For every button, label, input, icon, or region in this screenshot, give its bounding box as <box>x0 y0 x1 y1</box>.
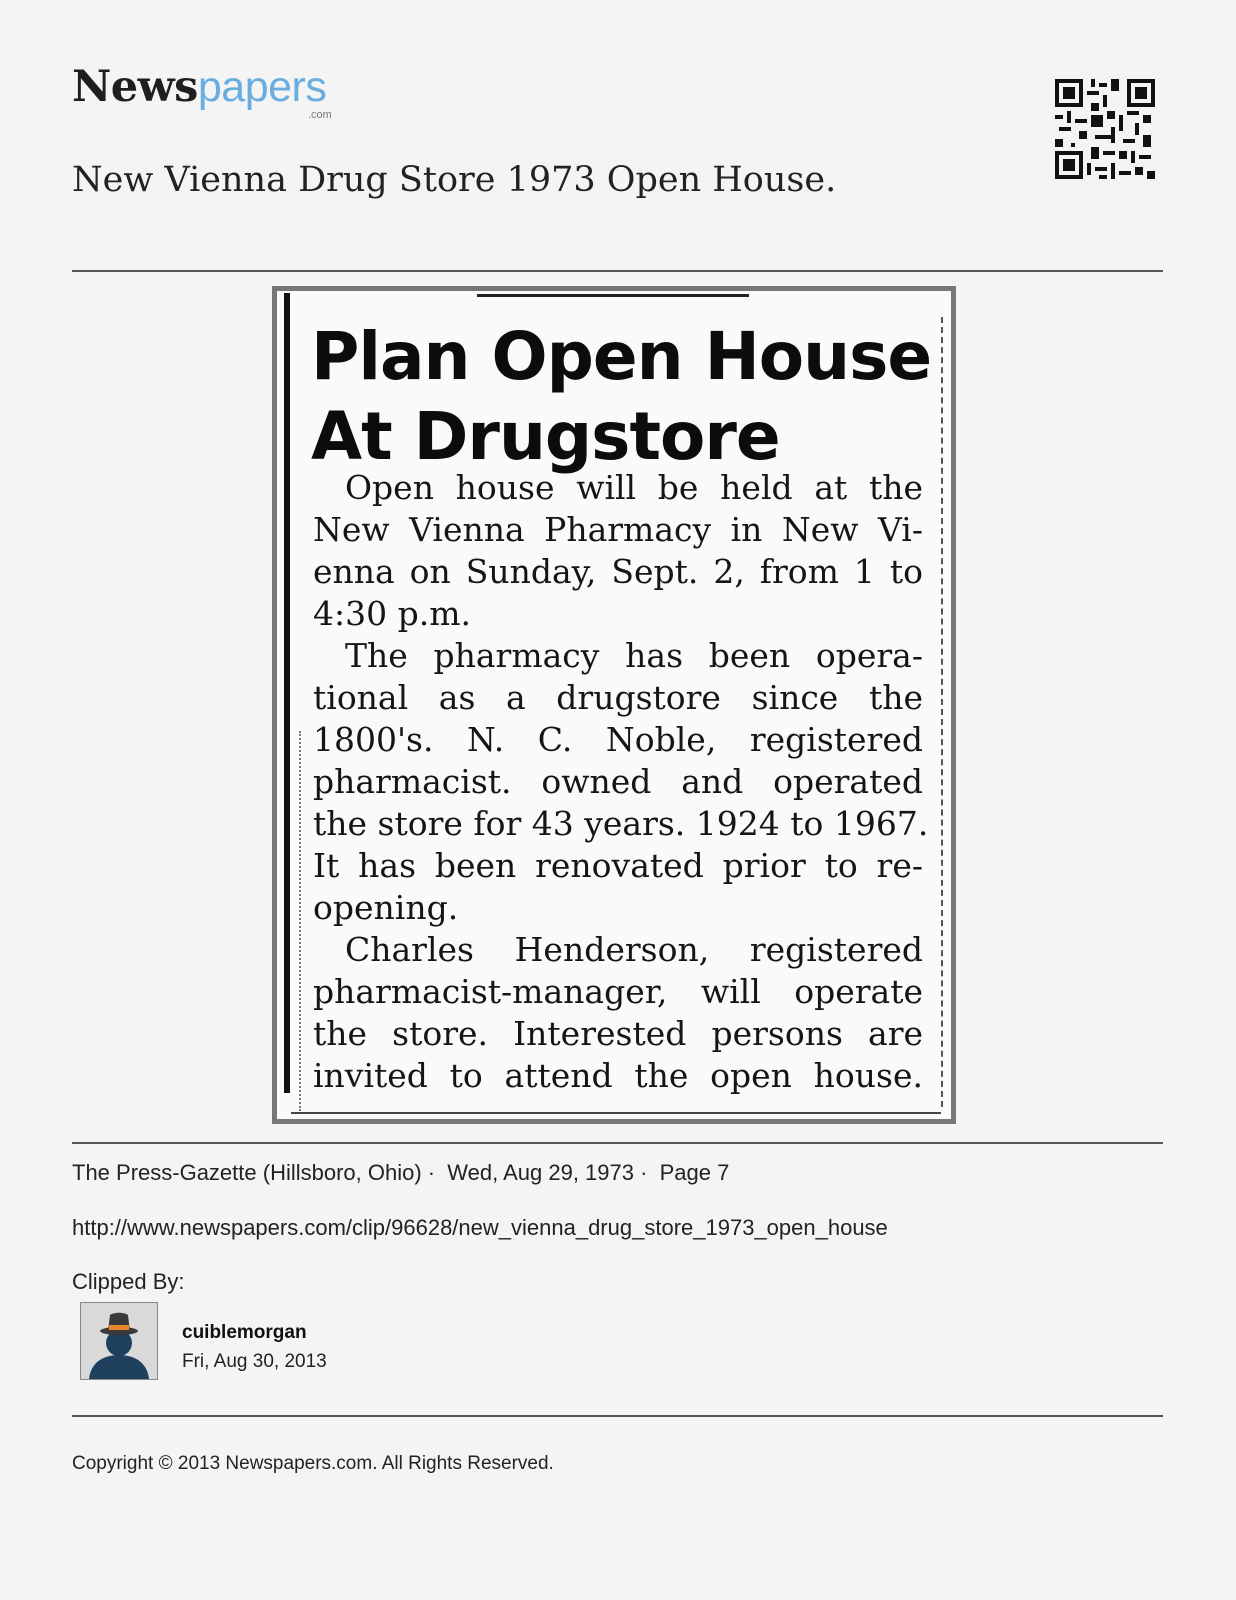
publication-date: Wed, Aug 29, 1973 <box>447 1160 634 1185</box>
newspaper-clipping[interactable] <box>272 286 956 1124</box>
body-line: The pharmacy has been opera- <box>345 636 923 675</box>
user-avatar-icon[interactable] <box>80 1302 158 1380</box>
body-line: It has been renovated prior to re- <box>313 846 923 885</box>
body-line: opening. <box>313 888 459 927</box>
page-title: New Vienna Drug Store 1973 Open House. <box>72 160 837 200</box>
headline-line: Plan Open House <box>311 318 932 395</box>
body-line: the store for 43 years. 1924 to 1967. <box>313 804 929 843</box>
clipping-bottom-rule <box>291 1112 941 1114</box>
top-divider <box>72 270 1163 272</box>
publication-name: The Press-Gazette (Hillsboro, Ohio) <box>72 1160 422 1185</box>
clipping-left-rule <box>284 293 290 1093</box>
body-line: 4:30 p.m. <box>313 594 471 633</box>
logo-com-text: .com <box>308 109 332 121</box>
middle-divider <box>72 1142 1163 1144</box>
body-line: Charles Henderson, registered <box>345 930 923 969</box>
bottom-divider <box>72 1415 1163 1417</box>
body-line: the store. Interested persons are <box>313 1014 923 1053</box>
clipping-headline <box>311 317 931 477</box>
clipping-column-dots <box>299 731 303 1111</box>
body-line: tional as a drugstore since the <box>313 678 923 717</box>
qr-code-icon <box>1055 79 1155 179</box>
clipper-username[interactable]: cuiblemorgan <box>182 1322 307 1343</box>
newspapers-logo[interactable] <box>72 62 332 121</box>
body-line: pharmacist. owned and operated <box>313 762 923 801</box>
clipping-top-rule <box>477 294 749 297</box>
body-line: pharmacist-manager, will operate <box>313 972 923 1011</box>
clip-url[interactable]: http://www.newspapers.com/clip/96628/new_vienna_drug_store_1973_open_house <box>72 1215 888 1240</box>
body-line: Open house will be held at the <box>345 468 923 507</box>
separator-dot: · <box>427 1160 436 1185</box>
clipped-by-label: Clipped By: <box>72 1269 185 1294</box>
clip-date: Fri, Aug 30, 2013 <box>182 1351 327 1372</box>
page-number: Page 7 <box>659 1160 730 1185</box>
headline-line: At Drugstore <box>311 398 780 475</box>
body-line: invited to attend the open house. <box>313 1056 923 1095</box>
copyright-notice: Copyright © 2013 Newspapers.com. All Rights Reserved. <box>72 1453 554 1474</box>
body-line: New Vienna Pharmacy in New Vi- <box>313 510 923 549</box>
separator-dot: · <box>640 1160 648 1185</box>
logo-papers-text: papers <box>197 63 327 111</box>
source-line <box>72 1160 729 1186</box>
clipping-right-rule <box>939 317 943 1107</box>
body-line: enna on Sunday, Sept. 2, from 1 to <box>313 552 923 591</box>
body-line: 1800's. N. C. Noble, registered <box>313 720 923 759</box>
clipping-body <box>313 467 929 1097</box>
logo-news-text: News <box>72 62 198 112</box>
